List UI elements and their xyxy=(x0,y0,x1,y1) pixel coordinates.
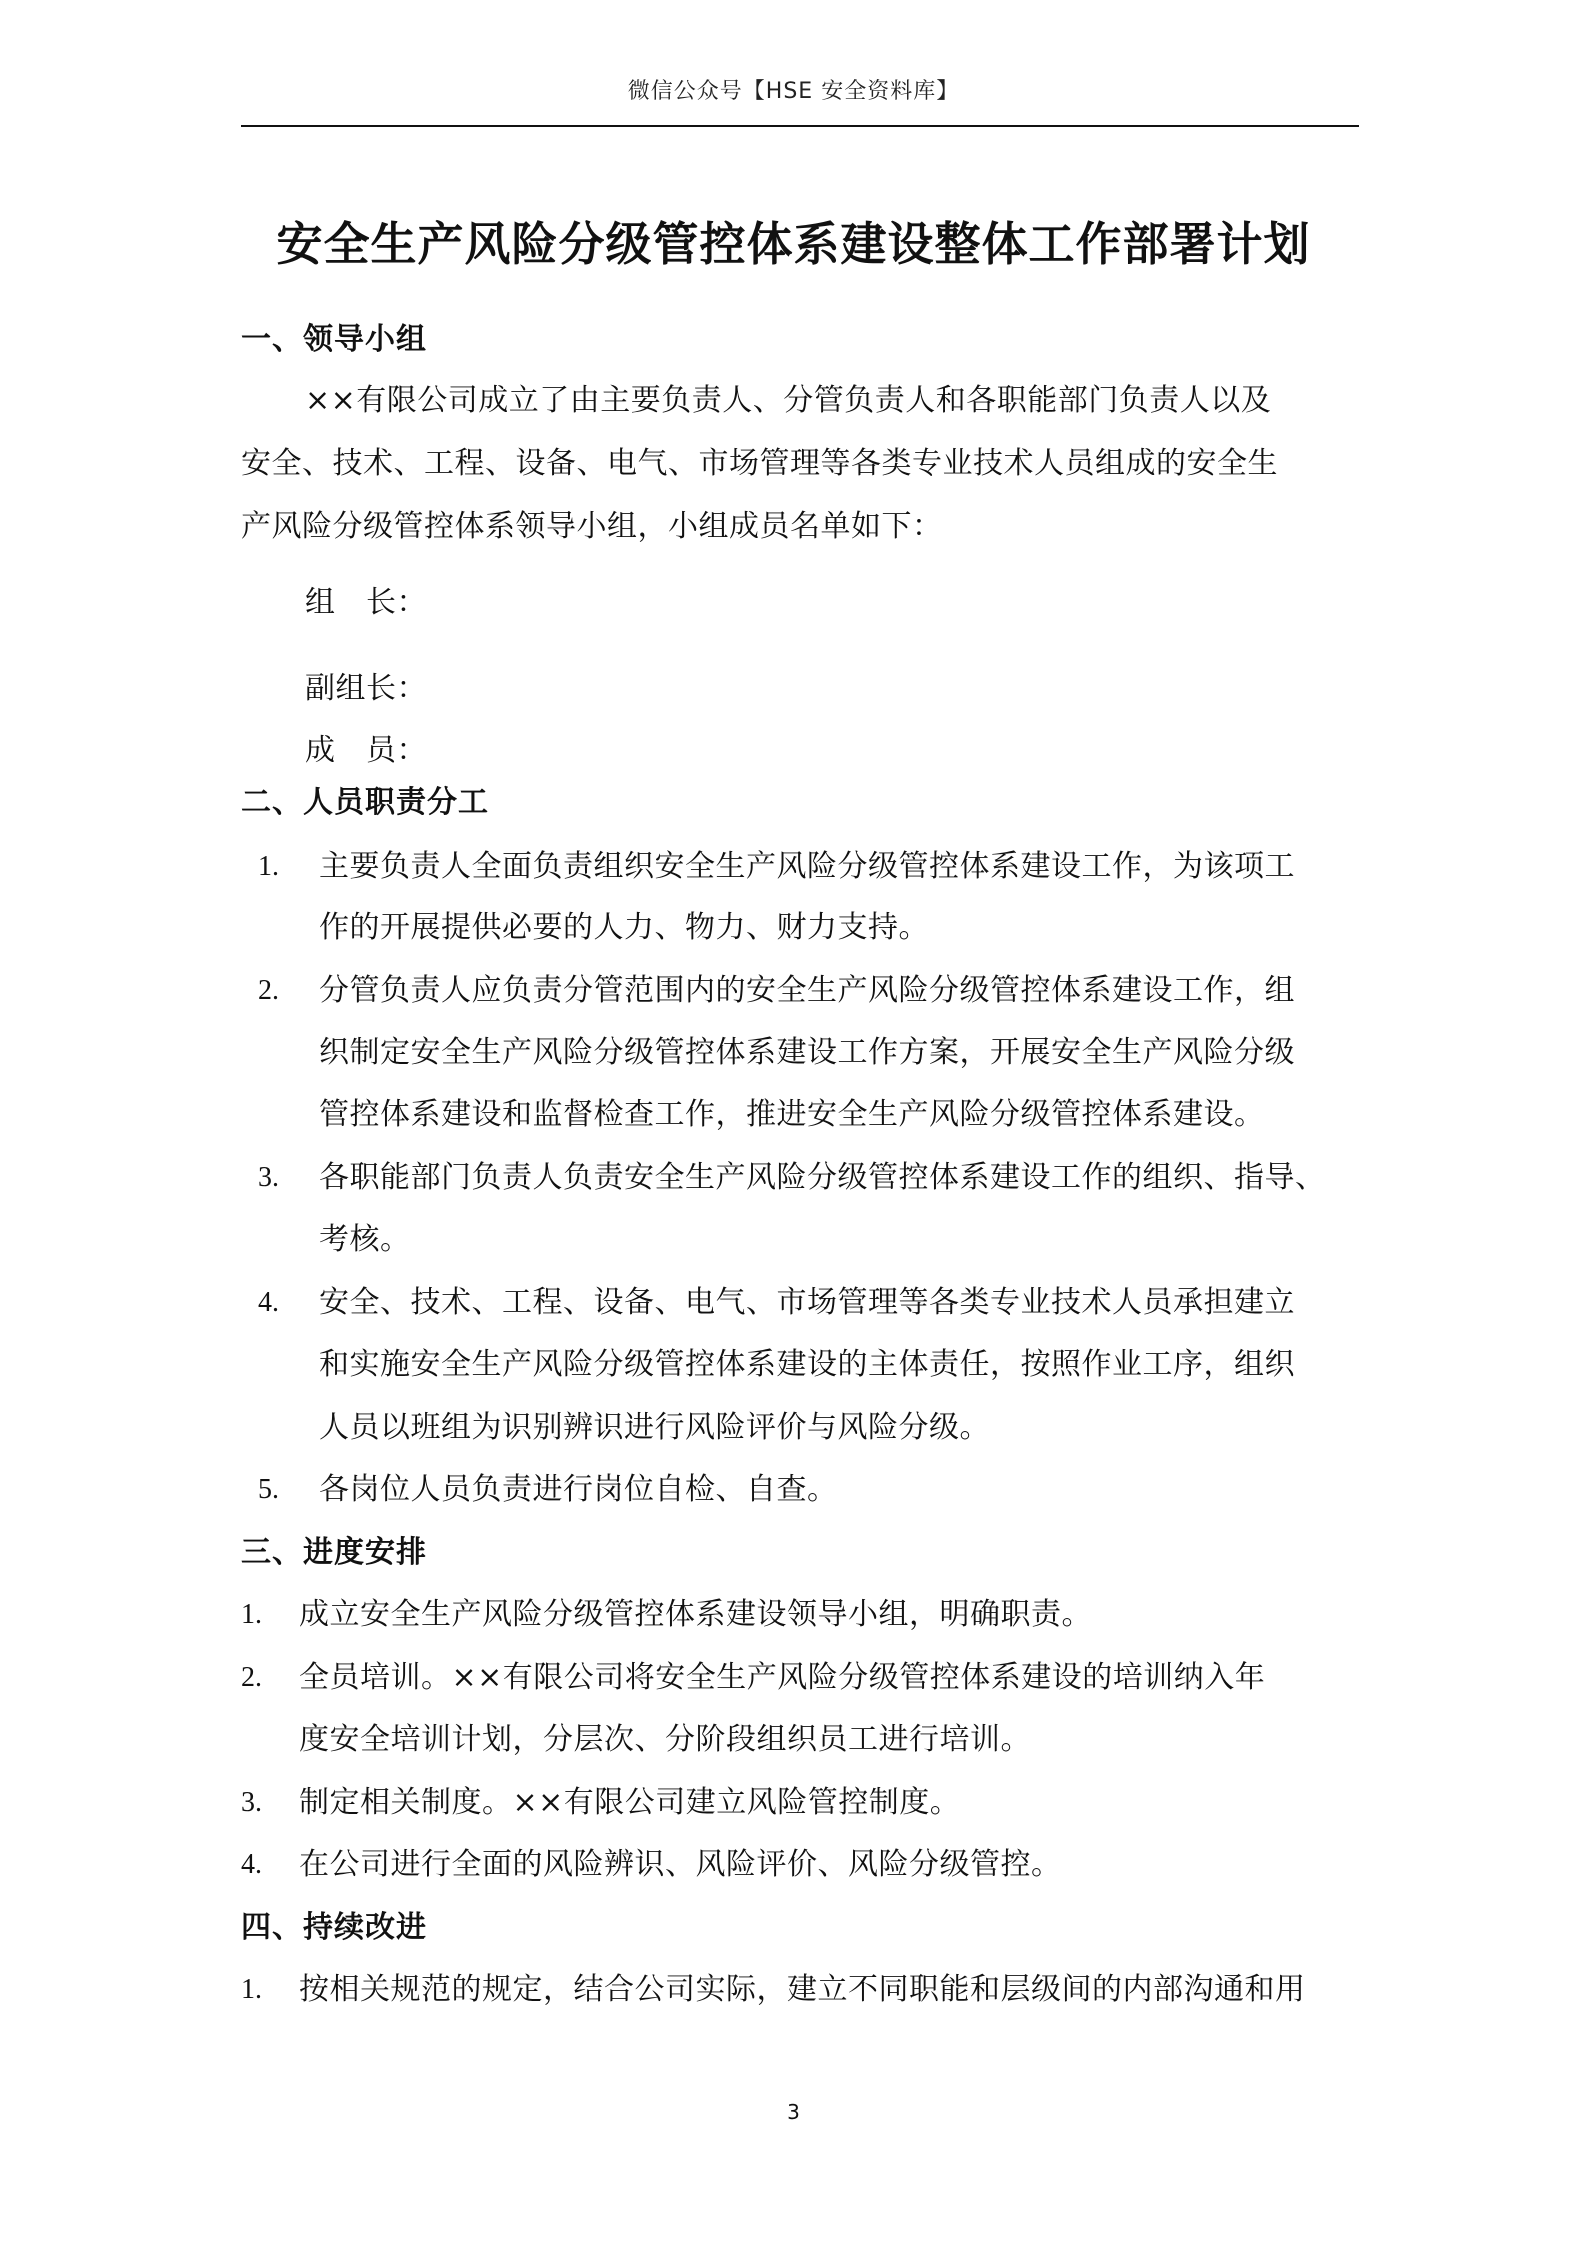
list-item-line: 全员培训。××有限公司将安全生产风险分级管控体系建设的培训纳入年 xyxy=(299,1660,1266,1695)
role-leader: 组 长： xyxy=(305,585,427,620)
paragraph-line: 安全、技术、工程、设备、电气、市场管理等各类专业技术人员组成的安全生 xyxy=(241,446,1278,481)
list-number: 1. xyxy=(258,851,279,882)
paragraph-line: 产风险分级管控体系领导小组，小组成员名单如下： xyxy=(241,509,943,544)
role-members: 成 员： xyxy=(305,733,427,768)
list-item-line: 安全、技术、工程、设备、电气、市场管理等各类专业技术人员承担建立 xyxy=(319,1285,1295,1320)
list-number: 4. xyxy=(241,1849,262,1880)
section-heading-improvement: 四、持续改进 xyxy=(241,1910,427,1945)
list-item-line: 在公司进行全面的风险辨识、风险评价、风险分级管控。 xyxy=(299,1847,1062,1882)
paragraph-line: ××有限公司成立了由主要负责人、分管负责人和各职能部门负责人以及 xyxy=(305,383,1272,418)
page-number: 3 xyxy=(787,2100,800,2124)
list-item-line: 分管负责人应负责分管范围内的安全生产风险分级管控体系建设工作，组 xyxy=(319,973,1295,1008)
section-heading-leadership: 一、领导小组 xyxy=(241,322,427,357)
list-item-line: 各岗位人员负责进行岗位自检、自查。 xyxy=(319,1472,838,1507)
list-item-line: 作的开展提供必要的人力、物力、财力支持。 xyxy=(319,910,929,945)
list-item-line: 人员以班组为识别辨识进行风险评价与风险分级。 xyxy=(319,1410,990,1445)
section-heading-schedule: 三、进度安排 xyxy=(241,1535,427,1570)
list-number: 3. xyxy=(258,1162,279,1193)
list-item-line: 度安全培训计划，分层次、分阶段组织员工进行培训。 xyxy=(299,1722,1031,1757)
list-item-line: 管控体系建设和监督检查工作，推进安全生产风险分级管控体系建设。 xyxy=(319,1097,1265,1132)
list-item-line: 按相关规范的规定，结合公司实际，建立不同职能和层级间的内部沟通和用 xyxy=(299,1972,1306,2007)
list-number: 4. xyxy=(258,1287,279,1318)
list-number: 1. xyxy=(241,1599,262,1630)
list-item-line: 各职能部门负责人负责安全生产风险分级管控体系建设工作的组织、指导、 xyxy=(319,1160,1326,1195)
list-number: 1. xyxy=(241,1974,262,2005)
list-item-line: 和实施安全生产风险分级管控体系建设的主体责任，按照作业工序，组织 xyxy=(319,1347,1295,1382)
list-number: 3. xyxy=(241,1787,262,1818)
header-rule xyxy=(241,125,1359,127)
list-item-line: 主要负责人全面负责组织安全生产风险分级管控体系建设工作，为该项工 xyxy=(319,849,1295,884)
list-number: 5. xyxy=(258,1474,279,1505)
list-number: 2. xyxy=(241,1662,262,1693)
list-number: 2. xyxy=(258,975,279,1006)
list-item-line: 织制定安全生产风险分级管控体系建设工作方案，开展安全生产风险分级 xyxy=(319,1035,1295,1070)
list-item-line: 考核。 xyxy=(319,1222,411,1257)
role-deputy: 副组长： xyxy=(305,671,427,706)
page-header: 微信公众号【HSE 安全资料库】 xyxy=(627,79,960,104)
list-item-line: 成立安全生产风险分级管控体系建设领导小组，明确职责。 xyxy=(299,1597,1092,1632)
list-item-line: 制定相关制度。××有限公司建立风险管控制度。 xyxy=(299,1785,961,1820)
section-heading-duties: 二、人员职责分工 xyxy=(241,785,489,820)
document-title: 安全生产风险分级管控体系建设整体工作部署计划 xyxy=(276,217,1311,271)
